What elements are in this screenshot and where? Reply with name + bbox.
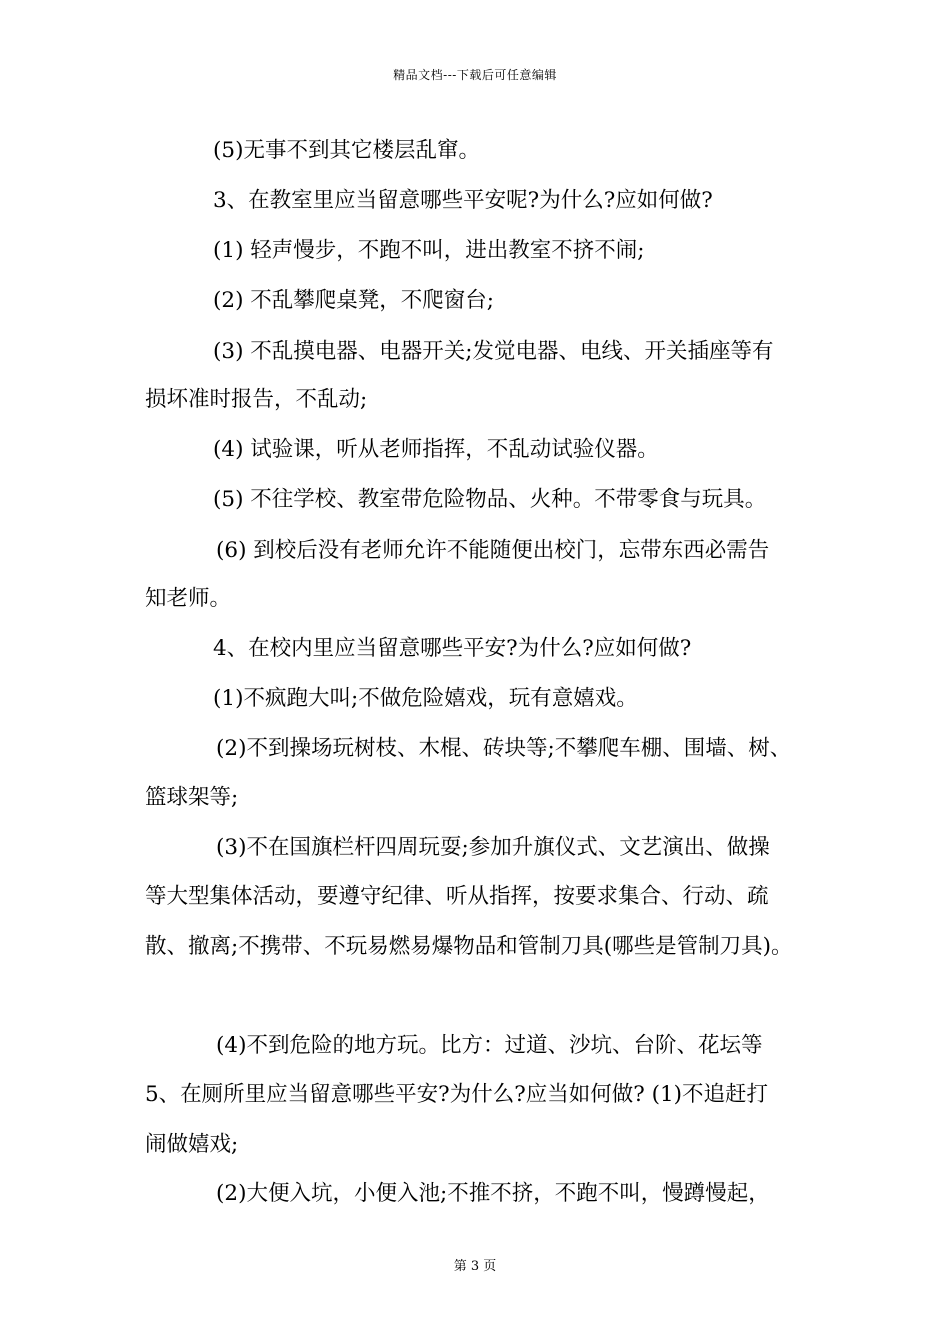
page-header: 精品文档---下载后可任意编辑 — [393, 68, 557, 82]
text-line: (6) 到校后没有老师允许不能随便出校门，忘带东西必需告 — [216, 538, 770, 563]
text-line: (2) 不乱攀爬桌凳，不爬窗台; — [213, 288, 495, 313]
section-heading: 4、在校内里应当留意哪些平安?为什么?应如何做? — [213, 636, 692, 661]
text-line: (1)不疯跑大叫;不做危险嬉戏，玩有意嬉戏。 — [213, 686, 638, 711]
text-line: 知老师。 — [145, 586, 232, 611]
text-line: (2)大便入坑，小便入池;不推不挤，不跑不叫，慢蹲慢起， — [216, 1181, 770, 1206]
text-line: (4) 试验课，听从老师指挥，不乱动试验仪器。 — [213, 437, 659, 462]
text-line: 等大型集体活动，要遵守纪律、听从指挥，按要求集合、行动、疏 — [145, 884, 769, 909]
text-line: (5) 不往学校、教室带危险物品、火种。不带零食与玩具。 — [213, 487, 767, 512]
page-number: 第 3 页 — [453, 1259, 497, 1274]
text-line: (4)不到危险的地方玩。比方：过道、沙坑、台阶、花坛等 — [216, 1033, 763, 1058]
section-heading: 5、在厕所里应当留意哪些平安?为什么?应当如何做? (1)不追赶打 — [145, 1082, 769, 1107]
text-line: (5)无事不到其它楼层乱窜。 — [213, 138, 480, 163]
text-line: 散、撤离;不携带、不玩易燃易爆物品和管制刀具(哪些是管制刀具)。 — [145, 934, 793, 959]
text-line: (3)不在国旗栏杆四周玩耍;参加升旗仪式、文艺演出、做操 — [216, 835, 770, 860]
text-line: 闹做嬉戏; — [145, 1132, 239, 1157]
text-line: (2)不到操场玩树枝、木棍、砖块等;不攀爬车棚、围墙、树、 — [216, 736, 792, 761]
text-line: 损坏准时报告，不乱动; — [145, 387, 368, 412]
text-line: (3) 不乱摸电器、电器开关;发觉电器、电线、开关插座等有 — [213, 339, 774, 364]
text-line: (1) 轻声慢步，不跑不叫，进出教室不挤不闹; — [213, 238, 645, 263]
text-line: 篮球架等; — [145, 785, 239, 810]
section-heading: 3、在教室里应当留意哪些平安呢?为什么?应如何做? — [213, 188, 713, 213]
